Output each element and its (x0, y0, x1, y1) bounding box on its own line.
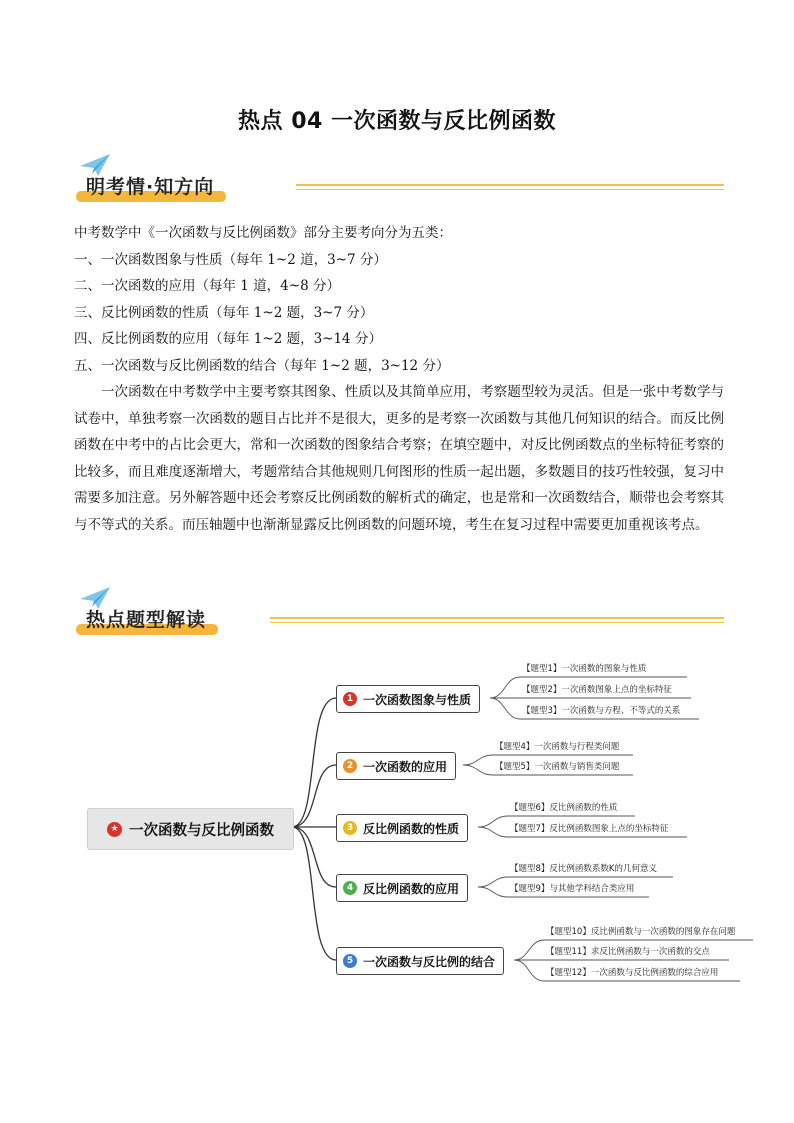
mind-map-leaf: 【题型4】一次函数与行程类问题 (495, 742, 620, 752)
mind-map-leaf: 【题型10】反比例函数与一次函数的图象存在问题 (546, 927, 736, 937)
heading-divider (270, 617, 724, 625)
mind-map-branch (336, 874, 468, 902)
page-title: 热点 04 一次函数与反比例函数 (238, 109, 556, 134)
mind-map-leaf: 【题型5】一次函数与销售类问题 (495, 762, 620, 772)
branch-label: 反比例函数的性质 (363, 821, 460, 836)
section-heading-exam-info (74, 152, 724, 212)
section-heading-label: 热点题型解读 (76, 605, 218, 635)
number-badge-icon: 5 (343, 954, 357, 968)
mind-map-leaf: 【题型11】求反比例函数与一次函数的交点 (546, 947, 710, 957)
intro-item: 一、一次函数图象与性质（每年 1~2 道，3~7 分） (74, 251, 387, 268)
intro-paragraph: 一次函数在中考数学中主要考察其图象、性质以及其简单应用，考察题型较为灵活。但是一张中考数学与试卷中，单独考察一次函数的题目占比并不是很大，更多的是考察一次函数与其他几何知识的结合。而反比例函数在中考中的占比会更大，常和一次函数的图象结合考察；在填空题中，对反比例函数点的坐标特征考察的比较多，而且难度逐渐增大，考题常结合其他规则几何图形的性质一起出题，多数题目的技巧性较强，复习中需要多加注意。另外解答题中还会考察反比例函数的解析式的确定，也是常和一次函数结合，顺带也会考察其与不等式的关系。而压轴题中也渐渐显露反比例函数的问题环境，考生在复习过程中需要更加重视该考点。 (74, 384, 724, 533)
section-heading-hot-topics (74, 585, 724, 645)
star-icon: ★ (107, 822, 122, 837)
number-badge-icon: 3 (343, 821, 357, 835)
mind-map-branch (336, 814, 468, 842)
mind-map (80, 655, 760, 985)
mind-map-leaf: 【题型12】一次函数与反比例函数的综合应用 (546, 968, 719, 978)
branch-label: 反比例函数的应用 (363, 881, 460, 896)
intro-item: 二、一次函数的应用（每年 1 道，4~8 分） (74, 278, 340, 294)
mind-map-root (87, 808, 294, 850)
branch-label: 一次函数图象与性质 (363, 692, 472, 707)
mind-map-leaf: 【题型3】一次函数与方程、不等式的关系 (522, 706, 681, 716)
mind-map-leaf: 【题型6】反比例函数的性质 (510, 803, 618, 813)
mind-map-leaf: 【题型7】反比例函数图象上点的坐标特征 (510, 824, 669, 834)
mind-map-branch (336, 752, 456, 780)
mind-map-leaf: 【题型2】一次函数图象上点的坐标特征 (522, 685, 672, 695)
mind-map-branch (336, 685, 480, 713)
mind-map-root-label: 一次函数与反比例函数 (129, 822, 274, 839)
heading-divider (296, 184, 724, 192)
intro-item: 四、反比例函数的应用（每年 1~2 题，3~14 分） (74, 331, 382, 347)
mind-map-leaf: 【题型1】一次函数的图象与性质 (522, 664, 647, 674)
mind-map-branch (336, 947, 504, 975)
branch-label: 一次函数与反比例的结合 (363, 954, 496, 969)
mind-map-leaf: 【题型9】与其他学科结合类应用 (510, 884, 635, 894)
intro-item: 三、反比例函数的性质（每年 1~2 题，3~7 分） (74, 304, 374, 321)
intro-item: 五、一次函数与反比例函数的结合（每年 1~2 题，3~12 分） (74, 357, 450, 374)
intro-text (74, 220, 724, 538)
number-badge-icon: 4 (343, 881, 357, 895)
number-badge-icon: 2 (343, 759, 357, 773)
number-badge-icon: 1 (343, 692, 357, 706)
branch-label: 一次函数的应用 (363, 759, 448, 774)
section-heading-label: 明考情·知方向 (76, 172, 226, 202)
intro-lead: 中考数学中《一次函数与反比例函数》部分主要考向分为五类： (74, 225, 452, 241)
mind-map-leaf: 【题型8】反比例函数系数K的几何意义 (510, 864, 657, 874)
